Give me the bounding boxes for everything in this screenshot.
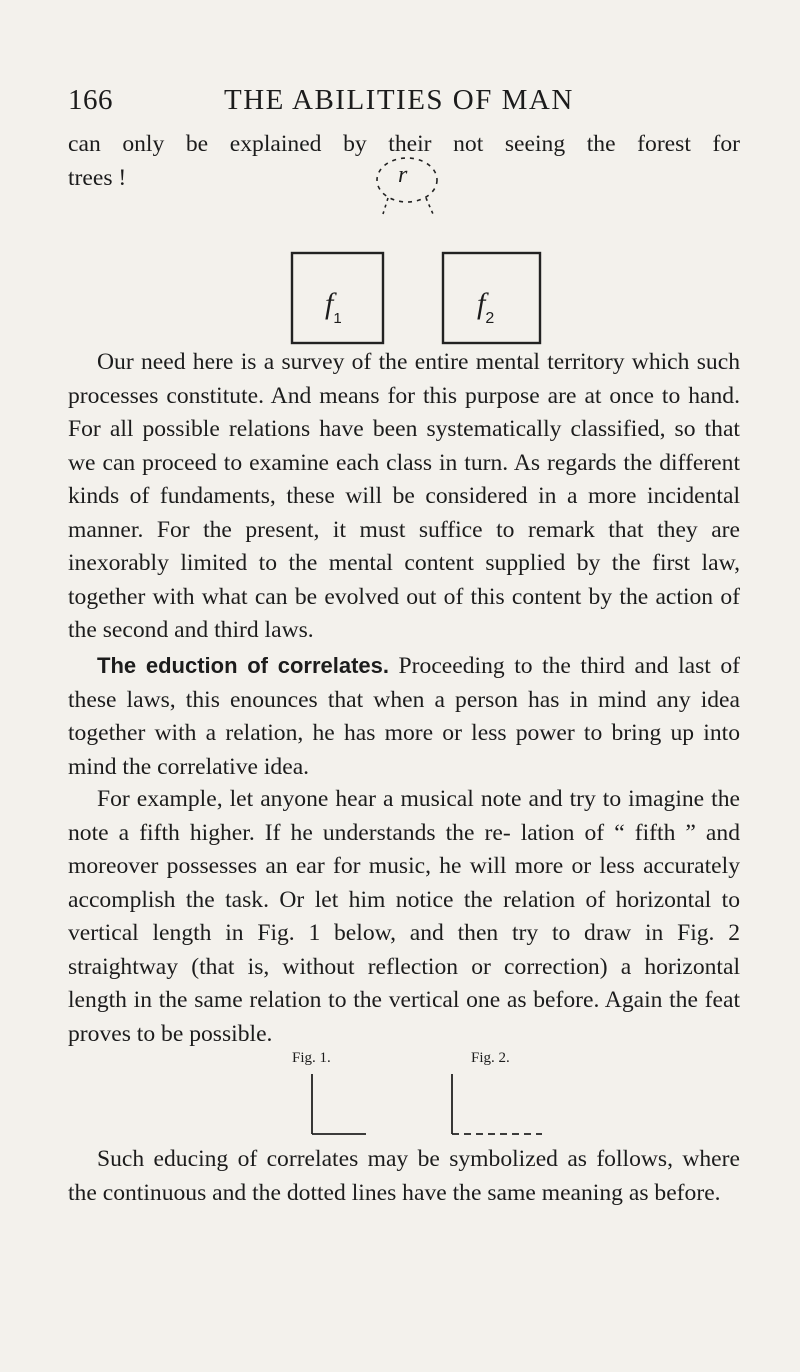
f1-letter: f (325, 287, 334, 320)
para3-text (68, 649, 740, 784)
para1-line2: trees ! (68, 164, 127, 191)
page-number: 166 (68, 84, 113, 116)
relation-r-label: r (398, 162, 408, 188)
running-title: THE ABILITIES OF MAN (224, 84, 574, 116)
para3-body: Proceeding to the third and last of these laws, this enounces that when a person has in mind any idea together with a relation, he has more or less power to bring up into mind the correlative idea. (68, 653, 740, 780)
connector-right (426, 198, 433, 214)
fundament-f1-label (325, 287, 342, 327)
fundament-f2-label (477, 287, 495, 327)
connector-left (383, 198, 388, 214)
f2-subscript: 2 (485, 310, 495, 327)
f1-subscript: 1 (333, 310, 342, 327)
section-heading: The eduction of correlates. (97, 653, 390, 678)
fig1-label: Fig. 1. (292, 1050, 331, 1066)
fig2-label: Fig. 2. (471, 1050, 510, 1066)
paragraph-symbolized (68, 1143, 740, 1210)
paragraph-example (68, 783, 740, 1051)
para2-text: Our need here is a survey of the entire mental territory which such processes constitute. And means for this purpose are at once to hand. For all possible relations have been systematically classified, so that we can proceed to examine each class in turn. As regards the different kinds of fundaments, these will be considered in a more incidental manner. For the present, it must suffice to remark that they are inexorably limited to the mental content supplied by the first law, together with what can be evolved out of this content by the action of the second and third laws. (68, 349, 740, 643)
para5-text: Such educing of correlates may be symbolized as follows, where the continuous and the dotted lines have the same meaning as before. (68, 1146, 740, 1206)
paragraph-eduction (68, 649, 740, 784)
para4-text: For example, let anyone hear a musical note and try to imagine the note a fifth higher. If he understands the re- lation of “ fifth ” and moreover possesses an ear for music, he will more or less accurately accomplish the task. Or let him notice the relation of horizontal to vertical length in Fig. 1 below, and then try to draw in Fig. 2 straightway (that is, without reflection or correction) a horizontal length in the same relation to the vertical one as before. Again the feat proves to be possible. (68, 786, 740, 1047)
para1-line1: can only be explained by their not seeing the forest for (68, 131, 740, 157)
f2-letter: f (477, 287, 486, 320)
paragraph-survey (68, 346, 740, 648)
